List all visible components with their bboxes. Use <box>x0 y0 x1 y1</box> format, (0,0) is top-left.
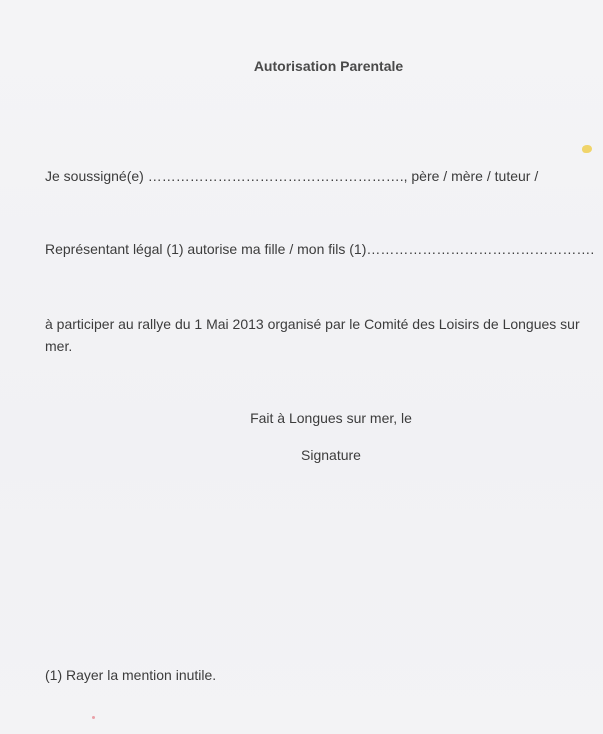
document-title: Autorisation Parentale <box>253 58 404 74</box>
child-name-line: Représentant légal (1) autorise ma fille / mon fils (1)…………………………………………. <box>45 241 595 257</box>
signature-label: Signature <box>301 447 361 463</box>
authorization-text: à participer au rallye du 1 Mai 2013 organisé par le Comité des Loisirs de Longues sur mer. <box>45 316 580 354</box>
paper-speck <box>92 716 95 719</box>
guardian-name-line: Je soussigné(e) ………………………………………………., père / mère / tuteur / <box>45 168 539 184</box>
paper-stain <box>582 145 592 153</box>
place-date-line: Fait à Longues sur mer, le <box>250 410 412 426</box>
footnote: (1) Rayer la mention inutile. <box>45 667 217 683</box>
